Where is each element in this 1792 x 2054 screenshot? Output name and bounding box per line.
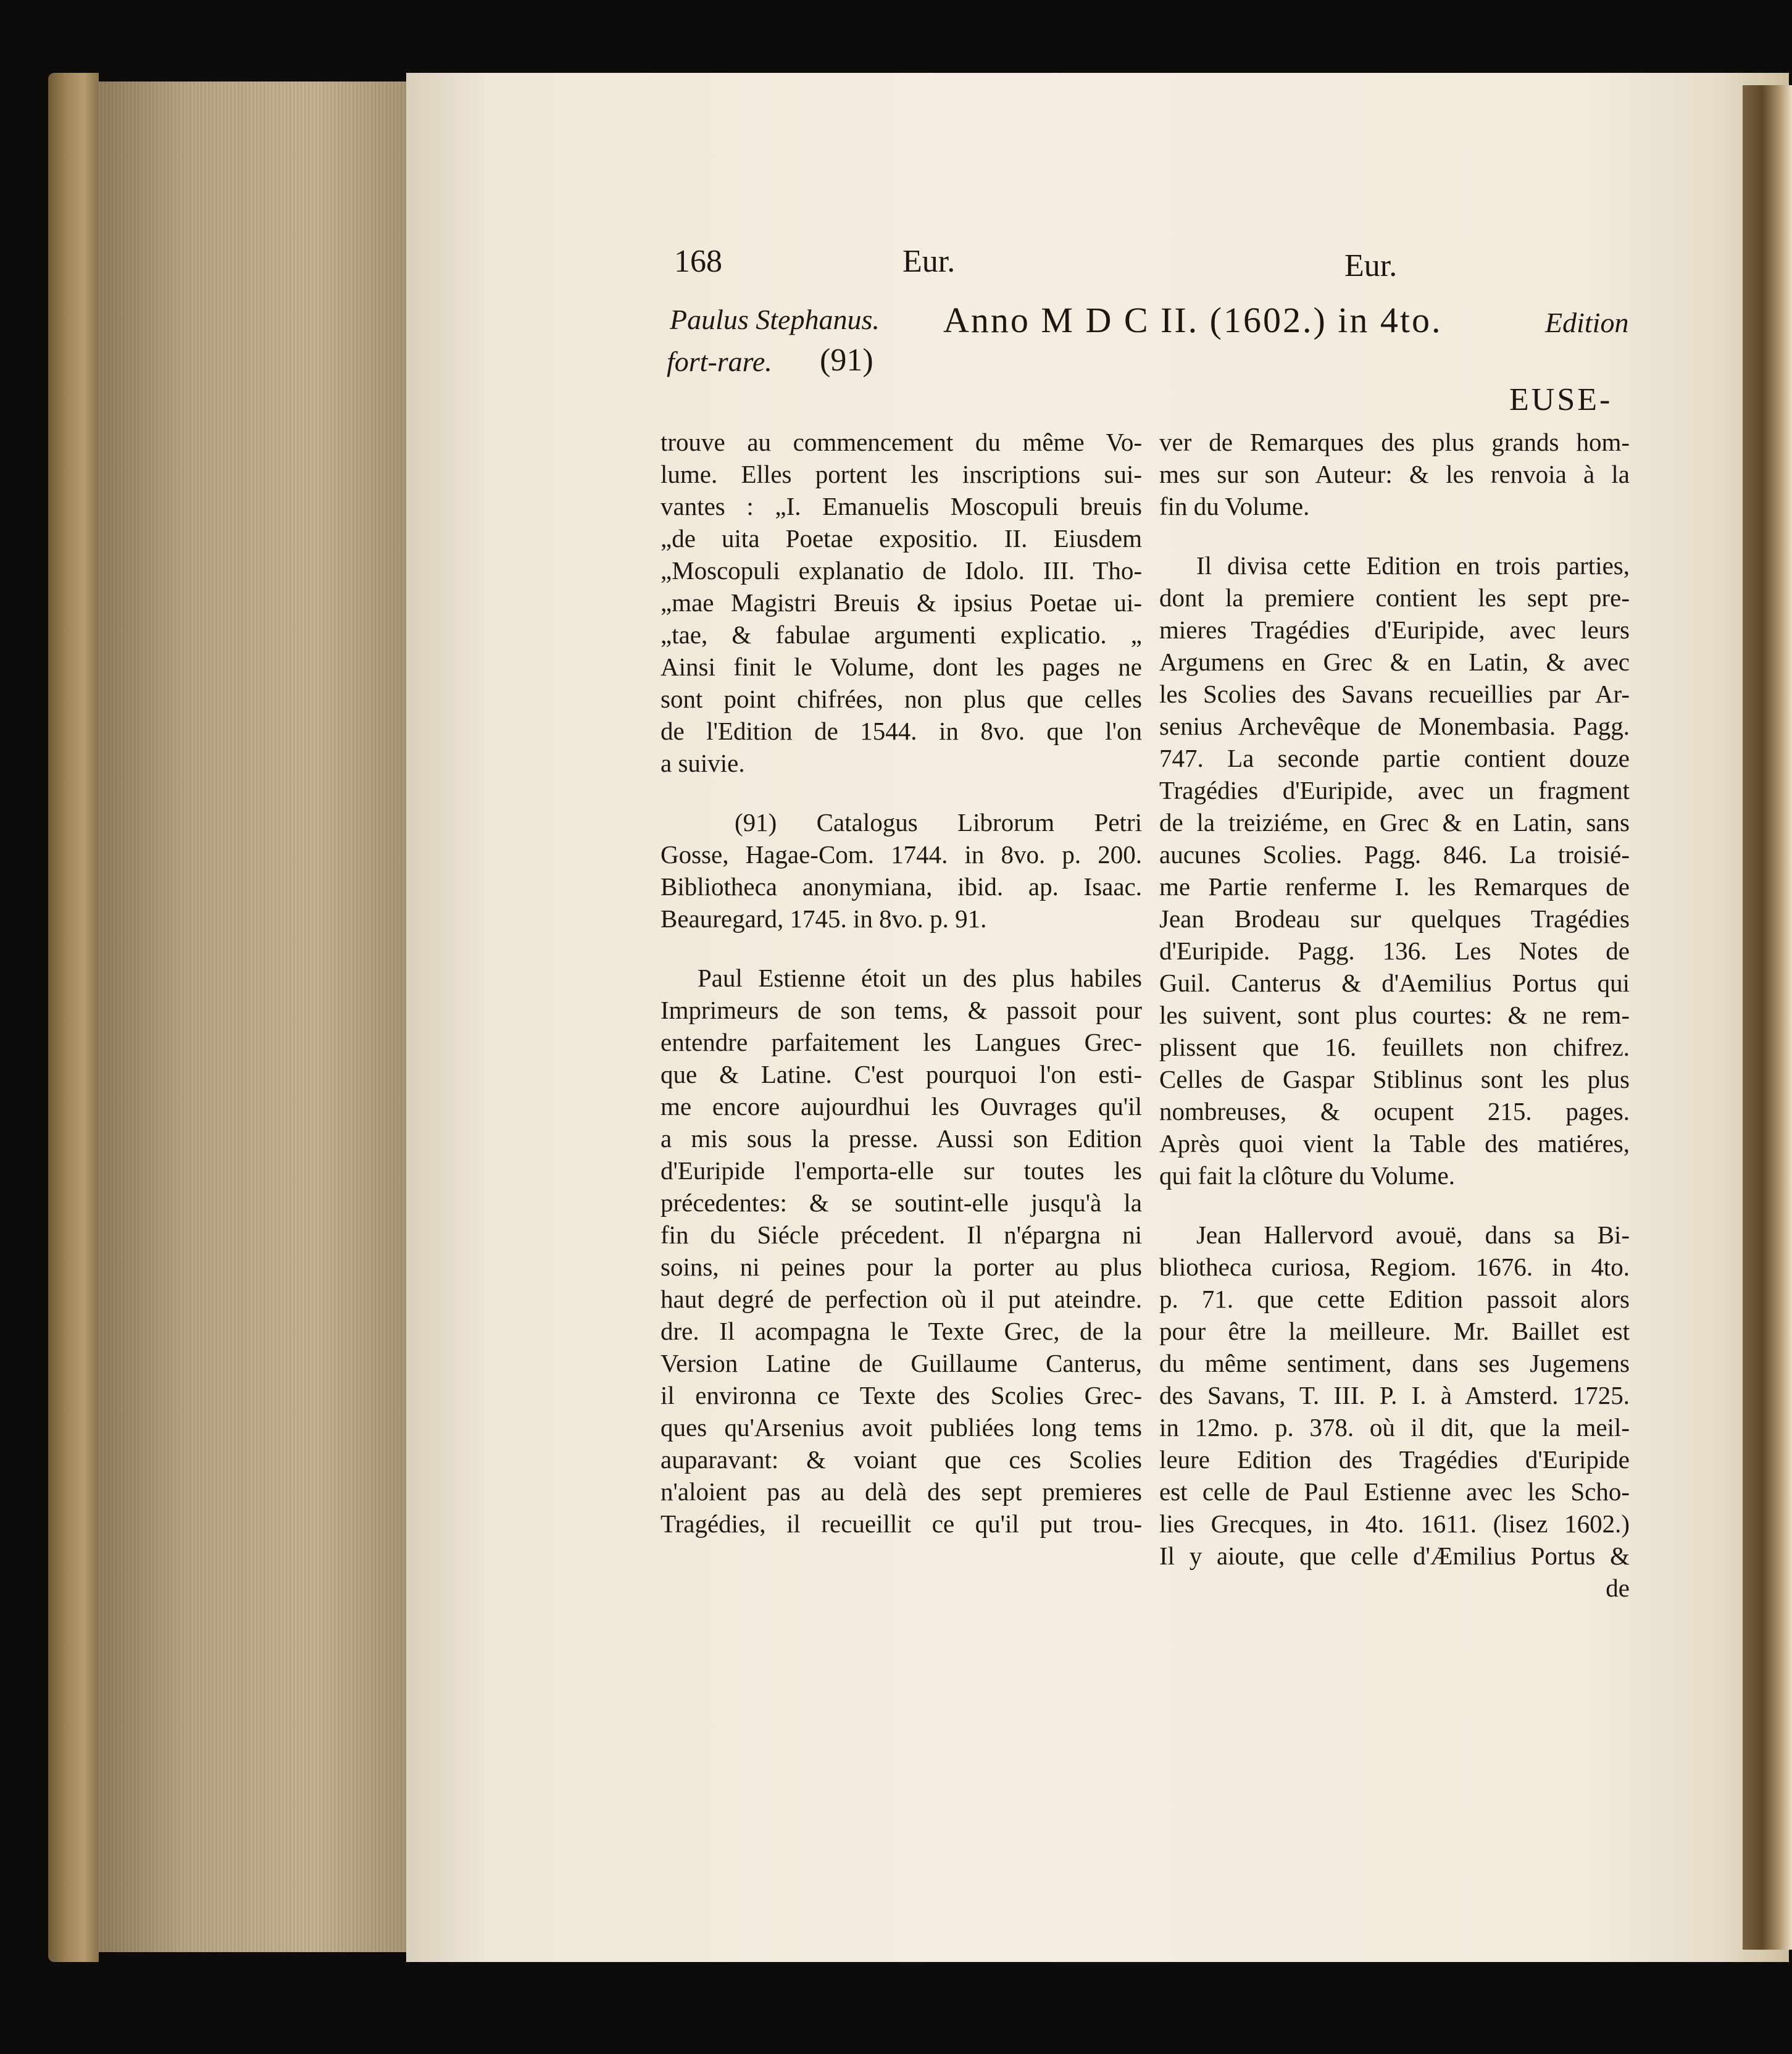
title-edition: Edition bbox=[1545, 307, 1629, 338]
text-line: pour être la meilleure. Mr. Baillet est bbox=[1159, 1317, 1630, 1345]
text-line: qui fait la clôture du Volume. bbox=[1159, 1161, 1456, 1190]
text-line: Après quoi vient la Table des matiéres, bbox=[1159, 1129, 1630, 1158]
footnote-line: Beauregard, 1745. in 8vo. p. 91. bbox=[661, 904, 987, 933]
text-line: leure Edition des Tragédies d'Euripide bbox=[1159, 1445, 1630, 1474]
text-line: précedentes: & se soutint-elle jusqu'à la bbox=[661, 1188, 1142, 1217]
text-line: haut degré de perfection où il put ateindre. bbox=[661, 1285, 1142, 1313]
text-line: Celles de Gaspar Stiblinus sont les plus bbox=[1159, 1065, 1630, 1093]
text-line: a mis sous la presse. Aussi son Edition bbox=[661, 1124, 1142, 1153]
text-line: d'Euripide. Pagg. 136. Les Notes de bbox=[1159, 937, 1630, 965]
text-line: vantes : „I. Emanuelis Moscopuli breuis bbox=[661, 492, 1142, 520]
text-line: a suivie. bbox=[661, 749, 745, 777]
title-author: Paulus Stephanus. bbox=[670, 304, 880, 335]
footnote-line: (91) Catalogus Librorum Petri bbox=[735, 808, 1142, 837]
page-block-edge bbox=[98, 81, 406, 1952]
text-line: que & Latine. C'est pourquoi l'on esti- bbox=[661, 1060, 1142, 1088]
text-line: fin du Siécle précedent. Il n'épargna ni bbox=[661, 1221, 1142, 1249]
title-imprint: Anno M D C II. (1602.) in 4to. bbox=[943, 300, 1443, 340]
text-line: „mae Magistri Breuis & ipsius Poetae ui- bbox=[661, 588, 1142, 617]
text-line: il environna ce Texte des Scolies Grec- bbox=[661, 1381, 1142, 1409]
text-line: les suivent, sont plus courtes: & ne rem- bbox=[1159, 1001, 1630, 1029]
text-line: Il divisa cette Edition en trois parties, bbox=[1196, 551, 1630, 580]
text-line: bliotheca curiosa, Regiom. 1676. in 4to. bbox=[1159, 1253, 1630, 1281]
text-line: ques qu'Arsenius avoit publiées long tems bbox=[661, 1413, 1142, 1442]
page-number: 168 bbox=[674, 244, 722, 279]
text-line: de la treiziéme, en Grec & en Latin, sans bbox=[1159, 808, 1630, 837]
text-line: du même sentiment, dans ses Jugemens bbox=[1159, 1349, 1630, 1377]
title-rarity: fort-rare. bbox=[667, 346, 772, 377]
text-line: trouve au commencement du même Vo- bbox=[661, 428, 1142, 456]
left-text-column bbox=[661, 426, 1142, 1540]
running-head-right: Eur. bbox=[1344, 248, 1398, 283]
text-line: me encore aujourdhui les Ouvrages qu'il bbox=[661, 1092, 1142, 1121]
text-line: plissent que 16. feuillets non chifrez. bbox=[1159, 1033, 1630, 1061]
text-line: lume. Elles portent les inscriptions sui- bbox=[661, 460, 1142, 488]
running-head-left: Eur. bbox=[902, 244, 956, 279]
text-line: entendre parfaitement les Langues Grec- bbox=[661, 1028, 1142, 1056]
text-line: auparavant: & voiant que ces Scolies bbox=[661, 1445, 1142, 1474]
text-line: „tae, & fabulae argumenti explicatio. „ bbox=[661, 620, 1142, 649]
text-line: Guil. Canterus & d'Aemilius Portus qui bbox=[1159, 969, 1630, 997]
text-line: lies Grecques, in 4to. 1611. (lisez 1602.) bbox=[1159, 1509, 1630, 1538]
text-line: soins, ni peines pour la porter au plus bbox=[661, 1253, 1142, 1281]
text-line: est celle de Paul Estienne avec les Scho- bbox=[1159, 1477, 1630, 1506]
text-line: des Savans, T. III. P. I. à Amsterd. 1725. bbox=[1159, 1381, 1630, 1409]
text-line: fin du Volume. bbox=[1159, 492, 1310, 520]
text-line: in 12mo. p. 378. où il dit, que la meil- bbox=[1159, 1413, 1630, 1442]
text-line: Tragédies d'Euripide, avec un fragment bbox=[1159, 776, 1630, 804]
text-line: p. 71. que cette Edition passoit alors bbox=[1159, 1285, 1630, 1313]
text-line: Paul Estienne étoit un des plus habiles bbox=[698, 964, 1142, 992]
text-line: n'aloient pas au delà des sept premieres bbox=[661, 1477, 1142, 1506]
text-line: sont point chifrées, non plus que celles bbox=[661, 685, 1142, 713]
footnote-marker: (91) bbox=[820, 343, 873, 378]
text-line: Jean Hallervord avouë, dans sa Bi- bbox=[1196, 1221, 1630, 1249]
text-line: 747. La seconde partie contient douze bbox=[1159, 744, 1630, 772]
text-line: Version Latine de Guillaume Canterus, bbox=[661, 1349, 1142, 1377]
footnote-line: Gosse, Hagae-Com. 1744. in 8vo. p. 200. bbox=[661, 840, 1142, 869]
text-line: Ainsi finit le Volume, dont les pages ne bbox=[661, 653, 1142, 681]
text-line: Jean Brodeau sur quelques Tragédies bbox=[1159, 904, 1630, 933]
catchword: EUSE- bbox=[1509, 382, 1613, 417]
footnote-line: Bibliotheca anonymiana, ibid. ap. Isaac. bbox=[661, 872, 1142, 901]
text-line: mieres Tragédies d'Euripide, avec leurs bbox=[1159, 616, 1630, 644]
text-line: aucunes Scolies. Pagg. 846. La troisié- bbox=[1159, 840, 1630, 869]
text-line: dont la premiere contient les sept pre- bbox=[1159, 583, 1630, 612]
left-cover-edge bbox=[48, 73, 99, 1962]
text-line: me Partie renferme I. les Remarques de bbox=[1159, 872, 1630, 901]
text-line: de l'Edition de 1544. in 8vo. que l'on bbox=[661, 717, 1142, 745]
text-line: Il y aioute, que celle d'Æmilius Portus & bbox=[1159, 1542, 1630, 1570]
text-line: ver de Remarques des plus grands hom- bbox=[1159, 428, 1630, 456]
text-line: nombreuses, & ocupent 215. pages. bbox=[1159, 1097, 1630, 1125]
text-line: „de uita Poetae expositio. II. Eiusdem bbox=[661, 524, 1142, 553]
text-line: Tragédies, il recueillit ce qu'il put trou- bbox=[661, 1509, 1142, 1538]
text-line: Argumens en Grec & en Latin, & avec bbox=[1159, 648, 1630, 676]
text-line: senius Archevêque de Monembasia. Pagg. bbox=[1159, 712, 1630, 740]
gutter-shadow bbox=[1743, 85, 1792, 1950]
text-line: de bbox=[1606, 1574, 1630, 1602]
text-line: les Scolies des Savans recueillies par Ar- bbox=[1159, 680, 1630, 708]
text-line: „Moscopuli explanatio de Idolo. III. Tho- bbox=[661, 556, 1142, 585]
right-text-column bbox=[1159, 426, 1630, 1604]
text-line: mes sur son Auteur: & les renvoia à la bbox=[1159, 460, 1630, 488]
text-line: Imprimeurs de son tems, & passoit pour bbox=[661, 996, 1142, 1024]
text-line: dre. Il acompagna le Texte Grec, de la bbox=[661, 1317, 1142, 1345]
text-line: d'Euripide l'emporta-elle sur toutes les bbox=[661, 1156, 1142, 1185]
